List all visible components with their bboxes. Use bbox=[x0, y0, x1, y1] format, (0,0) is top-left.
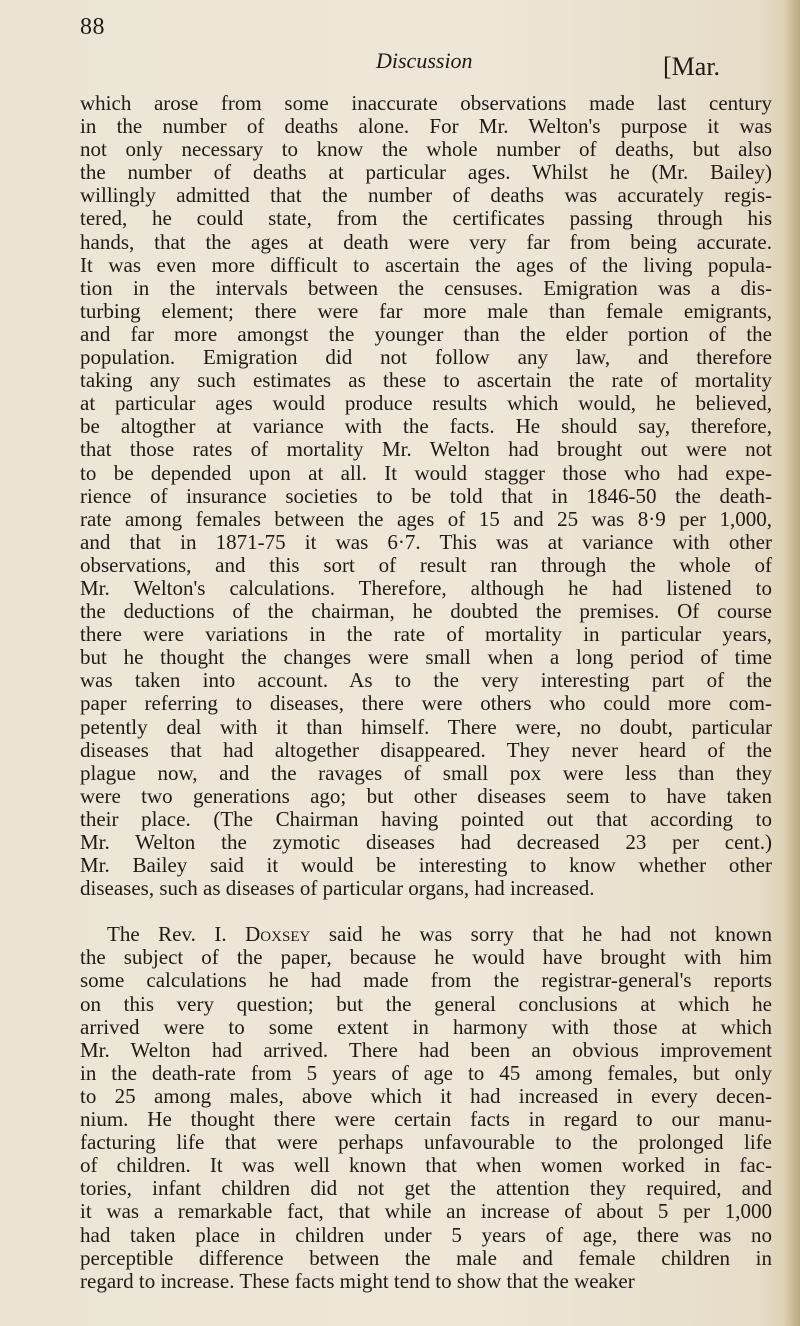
text-line: the subject of the paper, because he would have brought with him bbox=[80, 946, 772, 970]
text-line: in the number of deaths alone. For Mr. Welton's purpose it was bbox=[80, 115, 772, 139]
text-line: and far more amongst the younger than the elder portion of the bbox=[80, 322, 772, 346]
text-line: in the death-rate from 5 years of age to 45 among females, but only bbox=[80, 1061, 772, 1085]
paragraph-doxsey bbox=[80, 923, 772, 1293]
text-line: tion in the intervals between the censuses. Emigration was a dis- bbox=[80, 276, 772, 300]
text-line: observations, and this sort of result ran through the whole of bbox=[80, 553, 772, 577]
text-line: nium. He thought there were certain facts in regard to our manu- bbox=[80, 1108, 772, 1132]
text-line: willingly admitted that the number of deaths was accurately regis- bbox=[80, 184, 772, 208]
first-line-rest: said he was sorry that he had not known bbox=[310, 923, 772, 947]
text-line: it was a remarkable fact, that while an increase of about 5 per 1,000 bbox=[80, 1200, 772, 1224]
running-title: Discussion bbox=[376, 48, 473, 73]
text-line: to 25 among males, above which it had increased in every decen- bbox=[80, 1084, 772, 1108]
text-line: at particular ages would produce results which would, he believed, bbox=[80, 392, 772, 416]
text-line: rience of insurance societies to be told that in 1846-50 the death- bbox=[80, 484, 772, 508]
body-text bbox=[80, 92, 772, 1293]
text-line: petently deal with it than himself. There were, no doubt, particular bbox=[80, 715, 772, 739]
paragraph-bailey bbox=[80, 92, 772, 900]
text-line: Mr. Bailey said it would be interesting to know whether other bbox=[80, 854, 772, 878]
text-line: which arose from some inaccurate observations made last century bbox=[80, 92, 772, 115]
text-line: some calculations he had made from the registrar-general's reports bbox=[80, 969, 772, 993]
header-date: [Mar. bbox=[663, 52, 721, 81]
text-line: turbing element; there were far more male than female emigrants, bbox=[80, 299, 772, 323]
text-line: were two generations ago; but other diseases seem to have taken bbox=[80, 784, 772, 808]
lead-in: The Rev. I. bbox=[107, 923, 246, 947]
text-line: diseases, such as diseases of particular organs, had increased. bbox=[80, 877, 595, 901]
text-line: plague now, and the ravages of small pox were less than they bbox=[80, 761, 772, 785]
text-line: had taken place in children under 5 years of age, there was no bbox=[80, 1223, 772, 1247]
text-line: Mr. Welton had arrived. There had been an obvious improvement bbox=[80, 1038, 772, 1062]
text-line: rate among females between the ages of 15 and 25 was 8·9 per 1,000, bbox=[80, 507, 772, 531]
text-line: paper referring to diseases, there were others who could more com- bbox=[80, 692, 772, 716]
text-line: that those rates of mortality Mr. Welton had brought out were not bbox=[80, 438, 772, 462]
text-line: the number of deaths at particular ages. Whilst he (Mr. Bailey) bbox=[80, 161, 772, 185]
text-line: was taken into account. As to the very interesting part of the bbox=[80, 669, 772, 693]
text-line: not only necessary to know the whole number of deaths, but also bbox=[80, 138, 772, 162]
text-line: taking any such estimates as these to ascertain the rate of mortality bbox=[80, 369, 772, 393]
speaker-name: Doxsey bbox=[245, 923, 311, 947]
text-line: be altogther at variance with the facts. He should say, therefore, bbox=[80, 415, 772, 439]
text-line: arrived were to some extent in harmony with those at which bbox=[80, 1015, 772, 1039]
text-line: tered, he could state, from the certificates passing through his bbox=[80, 207, 772, 231]
page-number: 88 bbox=[80, 14, 105, 40]
text-line: of children. It was well known that when women worked in fac- bbox=[80, 1154, 772, 1178]
text-line: Mr. Welton the zymotic diseases had decreased 23 per cent.) bbox=[80, 831, 772, 854]
text-line: It was even more difficult to ascertain the ages of the living popula- bbox=[80, 253, 772, 277]
text-line: their place. (The Chairman having pointed out that according to bbox=[80, 807, 772, 831]
text-line: and that in 1871-75 it was 6·7. This was at variance with other bbox=[80, 530, 772, 554]
text-line: but he thought the changes were small when a long period of time bbox=[80, 646, 772, 670]
text-line: hands, that the ages at death were very far from being accurate. bbox=[80, 230, 772, 254]
text-line: population. Emigration did not follow any law, and therefore bbox=[80, 346, 772, 370]
text-line bbox=[80, 923, 772, 946]
text-line: on this very question; but the general conclusions at which he bbox=[80, 992, 772, 1016]
text-line: tories, infant children did not get the attention they required, and bbox=[80, 1177, 772, 1201]
page-edge-shadow bbox=[784, 0, 800, 1326]
text-line: facturing life that were perhaps unfavourable to the prolonged life bbox=[80, 1131, 772, 1155]
text-line: regard to increase. These facts might tend to show that the weaker bbox=[80, 1269, 635, 1293]
text-line: there were variations in the rate of mortality in particular years, bbox=[80, 623, 772, 647]
page-header bbox=[80, 14, 770, 81]
text-line: perceptible difference between the male and female children in bbox=[80, 1246, 772, 1270]
text-line: the deductions of the chairman, he doubted the premises. Of course bbox=[80, 600, 772, 624]
text-line: to be depended upon at all. It would stagger those who had expe- bbox=[80, 461, 772, 485]
text-line: Mr. Welton's calculations. Therefore, although he had listened to bbox=[80, 576, 772, 600]
text-line: diseases that had altogether disappeared. They never heard of the bbox=[80, 738, 772, 762]
